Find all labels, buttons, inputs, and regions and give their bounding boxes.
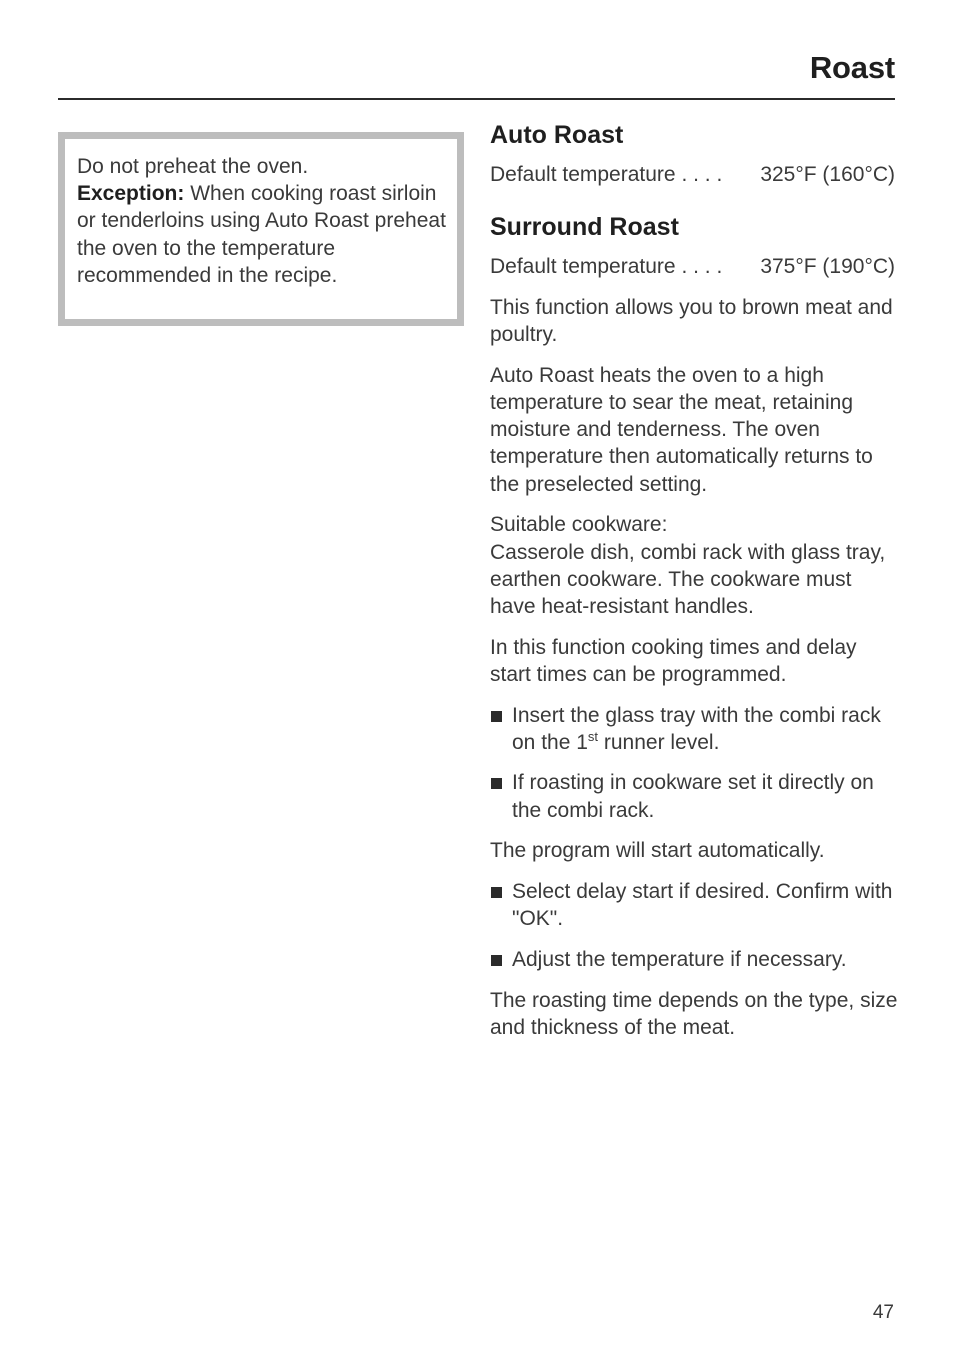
surround-roast-default-temp	[490, 253, 895, 280]
cookware-list: Casserole dish, combi rack with glass tray, earthen cookware. The cookware must have heat-resistant handles.	[490, 540, 886, 618]
superscript: st	[587, 728, 599, 744]
auto-roast-default-temp	[490, 161, 895, 188]
note-exception-text: When cooking roast sirloin or tenderloins using Auto Roast preheat the oven to the temperature recommended in the recipe.	[77, 182, 446, 287]
bullet-text: Select delay start if desired. Confirm with "OK".	[512, 880, 893, 931]
paragraph-cookware	[490, 511, 900, 620]
surround-roast-temp-dots: . . . .	[681, 255, 723, 279]
note-text	[77, 153, 457, 289]
auto-roast-temp-dots: . . . .	[681, 163, 723, 186]
note-line1: Do not preheat the oven.	[77, 155, 309, 178]
right-column	[490, 118, 900, 1041]
paragraph-auto-start: The program will start automatically.	[490, 839, 825, 863]
auto-roast-heading: Auto Roast	[490, 121, 624, 149]
note-exception-label: Exception:	[77, 182, 185, 206]
paragraph-auto-roast: Auto Roast heats the oven to a high temperature to sear the meat, retaining moisture and tenderness. The oven temperature then automatically returns to the preselected setting.	[490, 363, 873, 496]
list-item	[490, 702, 900, 756]
paragraph-roasting-time: The roasting time depends on the type, size and thickness of the meat.	[490, 988, 898, 1039]
surround-roast-temp-label: Default temperature	[490, 255, 676, 279]
page-title: Roast	[809, 50, 895, 85]
auto-roast-temp-value: 325°F (160°C)	[760, 163, 895, 186]
auto-roast-temp-label: Default temperature	[490, 163, 676, 186]
list-item	[490, 878, 900, 932]
bullet-text: Adjust the temperature if necessary.	[512, 947, 847, 971]
bullet-square-icon	[491, 711, 502, 722]
paragraph-brown-meat: This function allows you to brown meat and poultry.	[490, 295, 893, 347]
list-item	[490, 769, 900, 823]
bullet-text: If roasting in cookware set it directly on the combi rack.	[512, 771, 874, 822]
paragraph-programming: In this function cooking times and delay start times can be programmed.	[490, 635, 857, 686]
bullet-text: Insert the glass tray with the combi rack on the 1	[512, 703, 881, 754]
list-item	[490, 946, 900, 973]
header-divider	[58, 98, 895, 100]
bullet-square-icon	[491, 778, 502, 789]
page-number: 47	[872, 1302, 894, 1323]
bullet-square-icon	[491, 955, 502, 966]
bullet-square-icon	[491, 887, 502, 898]
surround-roast-heading: Surround Roast	[490, 213, 679, 242]
surround-roast-temp-value: 375°F (190°C)	[760, 255, 895, 279]
bullet-text-end: runner level.	[598, 730, 720, 754]
cookware-label: Suitable cookware:	[490, 513, 668, 537]
note-box	[58, 132, 464, 326]
